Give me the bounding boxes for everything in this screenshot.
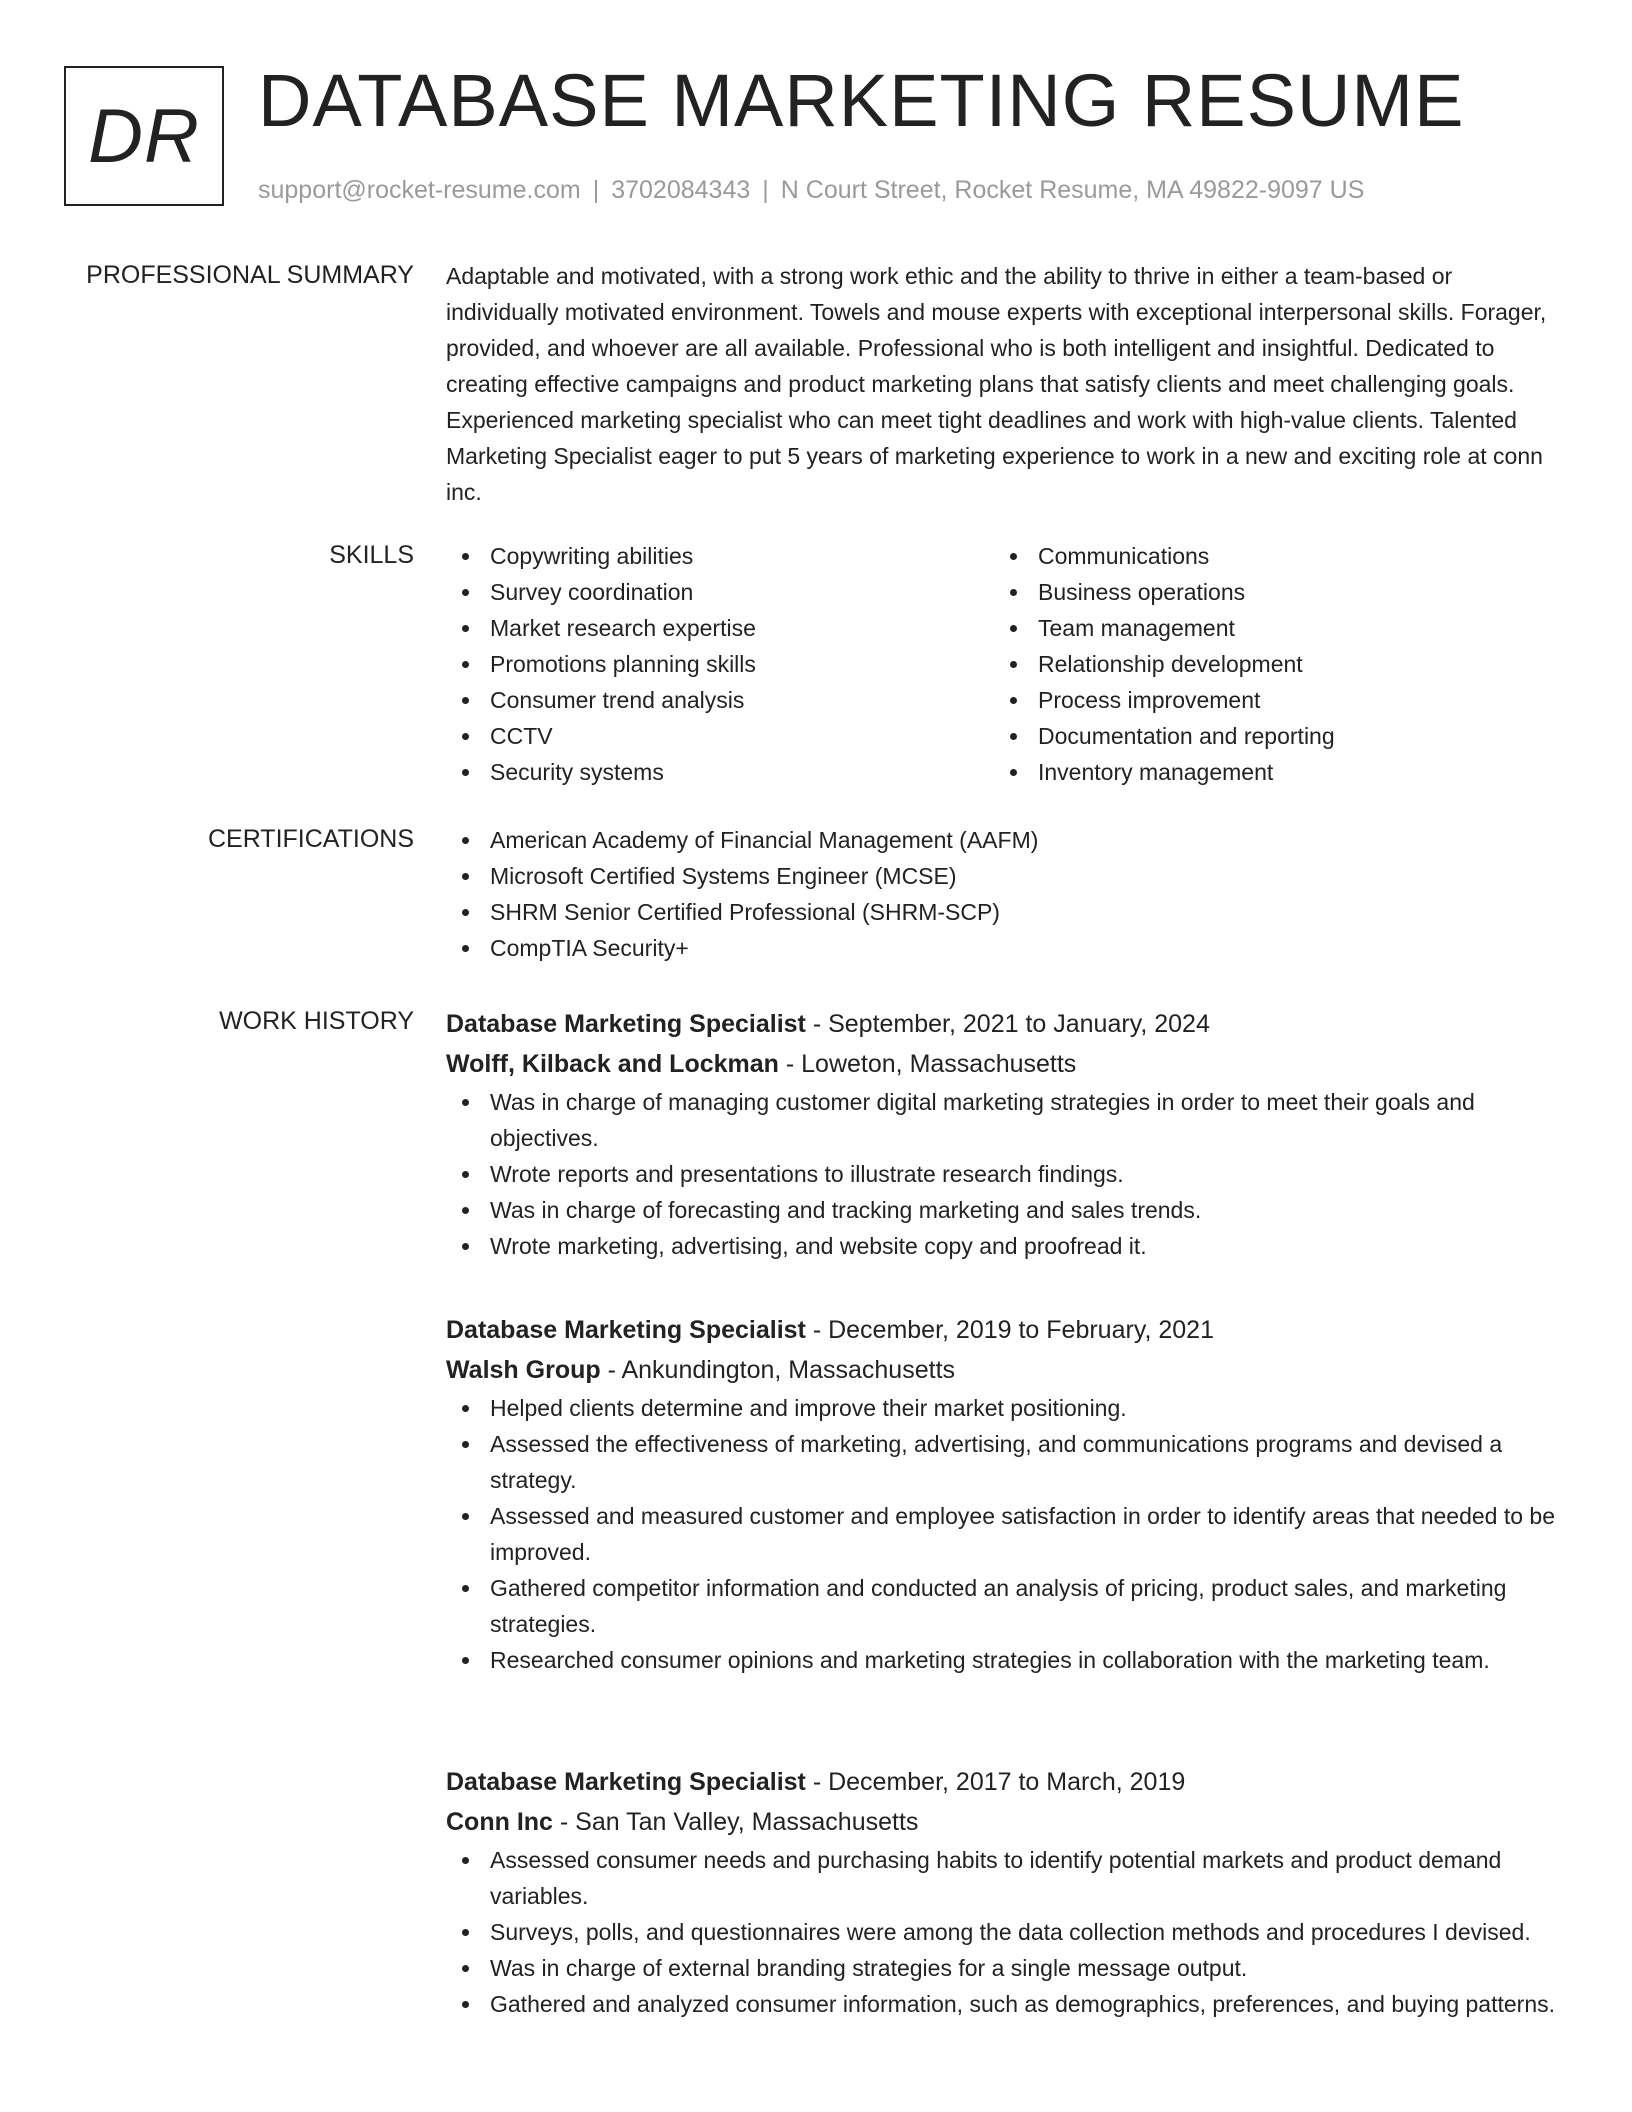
skill-item: Security systems <box>446 754 986 790</box>
certifications-list <box>446 822 1566 966</box>
job-dates: - December, 2019 to February, 2021 <box>805 1316 1214 1344</box>
skill-item: Consumer trend analysis <box>446 682 986 718</box>
summary-label: PROFESSIONAL SUMMARY <box>86 261 414 289</box>
skill-item: Inventory management <box>994 754 1534 790</box>
job-title-line <box>446 1310 1566 1350</box>
contact-email: support@rocket-resume.com <box>258 176 581 204</box>
job-bullet: Gathered competitor information and conducted an analysis of pricing, product sales, and marketing strategies. <box>446 1570 1566 1642</box>
job-title: Database Marketing Specialist <box>446 1768 806 1796</box>
job-company-line <box>446 1350 1566 1390</box>
resume-title: DATABASE MARKETING RESUME <box>258 59 1465 142</box>
skill-item: Relationship development <box>994 646 1534 682</box>
job-bullets <box>446 1390 1566 1678</box>
monogram-badge <box>64 66 224 206</box>
skill-item: Process improvement <box>994 682 1534 718</box>
job-bullet: Was in charge of external branding strategies for a single message output. <box>446 1950 1566 1986</box>
job-company: Wolff, Kilback and Lockman <box>446 1050 779 1078</box>
job-location: - Ankundington, Massachusetts <box>600 1356 956 1384</box>
contact-address: N Court Street, Rocket Resume, MA 49822-9097 US <box>780 176 1365 204</box>
job-bullet: Wrote reports and presentations to illustrate research findings. <box>446 1156 1566 1192</box>
monogram-initials: DR <box>88 93 200 179</box>
skill-item: Documentation and reporting <box>994 718 1534 754</box>
job-bullets <box>446 1842 1566 2022</box>
skill-item: Communications <box>994 538 1534 574</box>
job-company-line <box>446 1802 1566 1842</box>
job-bullet: Researched consumer opinions and marketing strategies in collaboration with the marketing team. <box>446 1642 1566 1678</box>
job-bullet: Assessed the effectiveness of marketing, advertising, and communications programs and devised a strategy. <box>446 1426 1566 1498</box>
job-location: - San Tan Valley, Massachusetts <box>552 1808 919 1836</box>
skills-label: SKILLS <box>329 541 414 569</box>
job-entry <box>446 1310 1566 1678</box>
job-entry <box>446 1762 1566 2022</box>
contact-separator: | <box>762 176 769 204</box>
skill-item: Team management <box>994 610 1534 646</box>
job-bullet: Assessed and measured customer and employee satisfaction in order to identify areas that needed to be improved. <box>446 1498 1566 1570</box>
skill-item: Promotions planning skills <box>446 646 986 682</box>
job-bullet: Was in charge of forecasting and tracking marketing and sales trends. <box>446 1192 1566 1228</box>
job-dates: - September, 2021 to January, 2024 <box>805 1010 1210 1038</box>
job-bullet: Was in charge of managing customer digital marketing strategies in order to meet their goals and objectives. <box>446 1084 1566 1156</box>
job-dates: - December, 2017 to March, 2019 <box>805 1768 1186 1796</box>
certification-item: CompTIA Security+ <box>446 930 1566 966</box>
job-bullet: Wrote marketing, advertising, and website copy and proofread it. <box>446 1228 1566 1264</box>
job-title: Database Marketing Specialist <box>446 1010 806 1038</box>
certification-item: American Academy of Financial Management (AAFM) <box>446 822 1566 858</box>
job-title-line <box>446 1762 1566 1802</box>
summary-text: Adaptable and motivated, with a strong work ethic and the ability to thrive in either a team-based or individually motivated environment. Towels and mouse experts with exceptional interpersonal skills. Forager, provided, and whoever are all available. Professional who is both intelligent and insightful. Dedicated to creating effective campaigns and product marketing plans that satisfy clients and meet challenging goals. Experienced marketing specialist who can meet tight deadlines and work with high-value clients. Talented Marketing Specialist eager to put 5 years of marketing experience to work in a new and exciting role at conn inc. <box>446 263 1547 505</box>
skill-item: Market research expertise <box>446 610 986 646</box>
contact-line <box>258 174 1364 206</box>
job-bullet: Surveys, polls, and questionnaires were among the data collection methods and procedures I devised. <box>446 1914 1566 1950</box>
skill-item: Copywriting abilities <box>446 538 986 574</box>
job-entry <box>446 1004 1566 1264</box>
contact-separator: | <box>592 176 600 204</box>
certification-item: Microsoft Certified Systems Engineer (MCSE) <box>446 858 1566 894</box>
job-bullet: Helped clients determine and improve their market positioning. <box>446 1390 1566 1426</box>
job-title: Database Marketing Specialist <box>446 1316 806 1344</box>
job-bullet: Assessed consumer needs and purchasing habits to identify potential markets and product demand variables. <box>446 1842 1566 1914</box>
skill-item: CCTV <box>446 718 986 754</box>
job-company-line <box>446 1044 1566 1084</box>
skill-item: Survey coordination <box>446 574 986 610</box>
job-location: - Loweton, Massachusetts <box>778 1050 1077 1078</box>
job-bullets <box>446 1084 1566 1264</box>
contact-phone: 3702084343 <box>611 176 751 204</box>
certifications-label: CERTIFICATIONS <box>207 825 414 853</box>
job-company: Walsh Group <box>446 1356 601 1384</box>
skills-list-left <box>446 538 986 790</box>
job-company: Conn Inc <box>446 1808 553 1836</box>
certification-item: SHRM Senior Certified Professional (SHRM-SCP) <box>446 894 1566 930</box>
skill-item: Business operations <box>994 574 1534 610</box>
skills-list-right <box>994 538 1534 790</box>
job-bullet: Gathered and analyzed consumer information, such as demographics, preferences, and buying patterns. <box>446 1986 1566 2022</box>
work-history-label: WORK HISTORY <box>219 1007 414 1035</box>
job-title-line <box>446 1004 1566 1044</box>
